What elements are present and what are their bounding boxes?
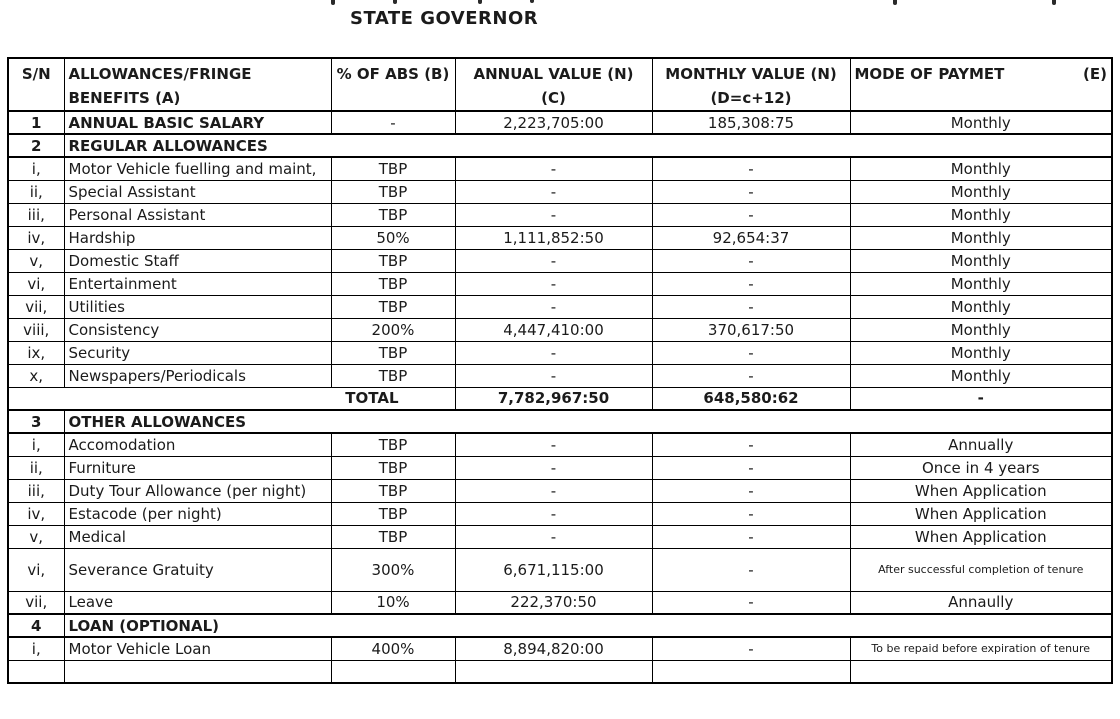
sn-cell: 3	[8, 410, 64, 433]
sn-cell: iii,	[8, 479, 64, 502]
annual-value-cell: -	[455, 295, 652, 318]
section-row	[8, 410, 1112, 433]
table-row	[8, 272, 1112, 295]
abs-cell	[331, 660, 455, 683]
table-row	[8, 591, 1112, 614]
sn-cell: ii,	[8, 180, 64, 203]
allowance-name-cell: ANNUAL BASIC SALARY	[64, 111, 331, 134]
section-row	[8, 614, 1112, 637]
section-row	[8, 134, 1112, 157]
sn-cell: 4	[8, 614, 64, 637]
total-mode-cell: -	[850, 387, 1112, 410]
abs-cell: 400%	[331, 637, 455, 660]
allowance-name-cell: Motor Vehicle Loan	[64, 637, 331, 660]
cropped-text-fragment	[1052, 0, 1056, 5]
allowance-name-cell: Newspapers/Periodicals	[64, 364, 331, 387]
sn-cell: vi,	[8, 272, 64, 295]
table-row	[8, 295, 1112, 318]
abs-cell: 50%	[331, 226, 455, 249]
monthly-value-cell: -	[652, 180, 850, 203]
mode-cell: Monthly	[850, 364, 1112, 387]
monthly-value-cell: 370,617:50	[652, 318, 850, 341]
allowance-name-cell: Security	[64, 341, 331, 364]
mode-cell: Monthly	[850, 249, 1112, 272]
mode-cell: Monthly	[850, 272, 1112, 295]
header-sn: S/N	[8, 58, 64, 111]
abs-cell: TBP	[331, 456, 455, 479]
mode-cell: Annually	[850, 433, 1112, 456]
monthly-value-cell: -	[652, 456, 850, 479]
annual-value-cell: -	[455, 157, 652, 180]
sn-cell: 2	[8, 134, 64, 157]
abs-cell: TBP	[331, 433, 455, 456]
section-title-cell: LOAN (OPTIONAL)	[64, 614, 1112, 637]
header-mode-label: MODE OF PAYMET	[854, 65, 1005, 83]
sn-cell: i,	[8, 637, 64, 660]
annual-value-cell: -	[455, 433, 652, 456]
header-monthly-line1: MONTHLY VALUE (N)	[665, 65, 837, 83]
sn-cell: v,	[8, 525, 64, 548]
mode-cell: Monthly	[850, 157, 1112, 180]
salary-table	[7, 57, 1113, 684]
section-title-cell: REGULAR ALLOWANCES	[64, 134, 1112, 157]
monthly-value-cell: 92,654:37	[652, 226, 850, 249]
mode-cell: Once in 4 years	[850, 456, 1112, 479]
table-row	[8, 479, 1112, 502]
abs-cell: TBP	[331, 364, 455, 387]
page-title: STATE GOVERNOR	[350, 8, 539, 29]
header-benefits-line1: ALLOWANCES/FRINGE	[68, 65, 252, 83]
total-label-cell: TOTAL	[8, 387, 455, 410]
table-row	[8, 111, 1112, 134]
cropped-text-fragment	[478, 0, 482, 4]
annual-value-cell: -	[455, 479, 652, 502]
allowance-name-cell: Duty Tour Allowance (per night)	[64, 479, 331, 502]
allowance-name-cell: Entertainment	[64, 272, 331, 295]
cropped-text-fragment	[530, 0, 534, 3]
sn-cell	[8, 660, 64, 683]
abs-cell: TBP	[331, 341, 455, 364]
annual-value-cell: -	[455, 502, 652, 525]
table-row	[8, 249, 1112, 272]
monthly-value-cell: -	[652, 364, 850, 387]
allowance-name-cell: Severance Gratuity	[64, 548, 331, 591]
annual-value-cell: -	[455, 180, 652, 203]
sn-cell: i,	[8, 433, 64, 456]
annual-value-cell: -	[455, 203, 652, 226]
sn-cell: i,	[8, 157, 64, 180]
monthly-value-cell: -	[652, 637, 850, 660]
monthly-value-cell	[652, 660, 850, 683]
annual-value-cell: 8,894,820:00	[455, 637, 652, 660]
mode-cell: Monthly	[850, 180, 1112, 203]
annual-value-cell: -	[455, 456, 652, 479]
monthly-value-cell: -	[652, 433, 850, 456]
monthly-value-cell: -	[652, 249, 850, 272]
table-row	[8, 433, 1112, 456]
table-row	[8, 341, 1112, 364]
annual-value-cell: -	[455, 364, 652, 387]
table-row	[8, 525, 1112, 548]
cropped-text-fragment	[331, 0, 335, 5]
allowance-name-cell: Consistency	[64, 318, 331, 341]
header-mode-letter: (E)	[1083, 65, 1107, 83]
abs-cell: TBP	[331, 272, 455, 295]
sn-cell: v,	[8, 249, 64, 272]
empty-row	[8, 660, 1112, 683]
allowance-name-cell: Hardship	[64, 226, 331, 249]
monthly-value-cell: -	[652, 525, 850, 548]
table-row	[8, 637, 1112, 660]
abs-cell: TBP	[331, 502, 455, 525]
abs-cell: TBP	[331, 479, 455, 502]
monthly-value-cell: -	[652, 341, 850, 364]
header-annual-line2: (C)	[541, 89, 566, 107]
monthly-value-cell: -	[652, 295, 850, 318]
allowance-name-cell: Personal Assistant	[64, 203, 331, 226]
annual-value-cell: -	[455, 525, 652, 548]
header-mode	[850, 58, 1112, 111]
cropped-text-fragment	[393, 0, 397, 4]
mode-cell: When Application	[850, 502, 1112, 525]
table-row	[8, 157, 1112, 180]
allowance-name-cell: Furniture	[64, 456, 331, 479]
mode-cell: After successful completion of tenure	[850, 548, 1112, 591]
mode-cell: Annaully	[850, 591, 1112, 614]
allowance-name-cell: Estacode (per night)	[64, 502, 331, 525]
annual-value-cell: -	[455, 249, 652, 272]
header-benefits-line2: BENEFITS (A)	[68, 89, 181, 107]
annual-value-cell: 4,447,410:00	[455, 318, 652, 341]
mode-cell: Monthly	[850, 295, 1112, 318]
sn-cell: iv,	[8, 226, 64, 249]
allowance-name-cell: Domestic Staff	[64, 249, 331, 272]
abs-cell: 10%	[331, 591, 455, 614]
sn-cell: x,	[8, 364, 64, 387]
abs-cell: 200%	[331, 318, 455, 341]
allowance-name-cell: Accomodation	[64, 433, 331, 456]
sn-cell: vii,	[8, 591, 64, 614]
cropped-text-fragment	[893, 0, 897, 5]
annual-value-cell: 1,111,852:50	[455, 226, 652, 249]
abs-cell: TBP	[331, 180, 455, 203]
header-annual	[455, 58, 652, 111]
sn-cell: ii,	[8, 456, 64, 479]
sn-cell: iv,	[8, 502, 64, 525]
table-header-row	[8, 58, 1112, 111]
mode-cell: Monthly	[850, 203, 1112, 226]
annual-value-cell: 222,370:50	[455, 591, 652, 614]
table-row	[8, 502, 1112, 525]
sn-cell: 1	[8, 111, 64, 134]
header-annual-line1: ANNUAL VALUE (N)	[473, 65, 634, 83]
mode-cell: Monthly	[850, 226, 1112, 249]
annual-value-cell	[455, 660, 652, 683]
header-monthly	[652, 58, 850, 111]
abs-cell: 300%	[331, 548, 455, 591]
header-abs: % OF ABS (B)	[331, 58, 455, 111]
sn-cell: iii,	[8, 203, 64, 226]
total-row	[8, 387, 1112, 410]
abs-cell: TBP	[331, 295, 455, 318]
monthly-value-cell: 185,308:75	[652, 111, 850, 134]
section-title-cell: OTHER ALLOWANCES	[64, 410, 1112, 433]
header-benefits	[64, 58, 331, 111]
mode-cell: Monthly	[850, 341, 1112, 364]
table-row	[8, 318, 1112, 341]
mode-cell: To be repaid before expiration of tenure	[850, 637, 1112, 660]
allowance-name-cell: Medical	[64, 525, 331, 548]
monthly-value-cell: -	[652, 203, 850, 226]
monthly-value-cell: -	[652, 157, 850, 180]
monthly-value-cell: -	[652, 479, 850, 502]
table-row	[8, 548, 1112, 591]
abs-cell: TBP	[331, 157, 455, 180]
allowance-name-cell: Special Assistant	[64, 180, 331, 203]
table-row	[8, 226, 1112, 249]
abs-cell: TBP	[331, 203, 455, 226]
table-row	[8, 180, 1112, 203]
annual-value-cell: -	[455, 341, 652, 364]
sn-cell: viii,	[8, 318, 64, 341]
mode-cell: Monthly	[850, 111, 1112, 134]
mode-cell: Monthly	[850, 318, 1112, 341]
allowance-name-cell: Utilities	[64, 295, 331, 318]
table-row	[8, 364, 1112, 387]
allowance-name-cell: Motor Vehicle fuelling and maint,	[64, 157, 331, 180]
table-row	[8, 203, 1112, 226]
mode-cell: When Application	[850, 525, 1112, 548]
monthly-value-cell: -	[652, 591, 850, 614]
allowance-name-cell	[64, 660, 331, 683]
mode-cell: When Application	[850, 479, 1112, 502]
header-monthly-line2: (D=c+12)	[710, 89, 792, 107]
annual-value-cell: 2,223,705:00	[455, 111, 652, 134]
mode-cell	[850, 660, 1112, 683]
abs-cell: -	[331, 111, 455, 134]
sn-cell: ix,	[8, 341, 64, 364]
monthly-value-cell: -	[652, 502, 850, 525]
sn-cell: vii,	[8, 295, 64, 318]
annual-value-cell: 6,671,115:00	[455, 548, 652, 591]
abs-cell: TBP	[331, 525, 455, 548]
monthly-value-cell: -	[652, 272, 850, 295]
sn-cell: vi,	[8, 548, 64, 591]
table-row	[8, 456, 1112, 479]
total-monthly-cell: 648,580:62	[652, 387, 850, 410]
allowance-name-cell: Leave	[64, 591, 331, 614]
annual-value-cell: -	[455, 272, 652, 295]
abs-cell: TBP	[331, 249, 455, 272]
monthly-value-cell: -	[652, 548, 850, 591]
total-annual-cell: 7,782,967:50	[455, 387, 652, 410]
